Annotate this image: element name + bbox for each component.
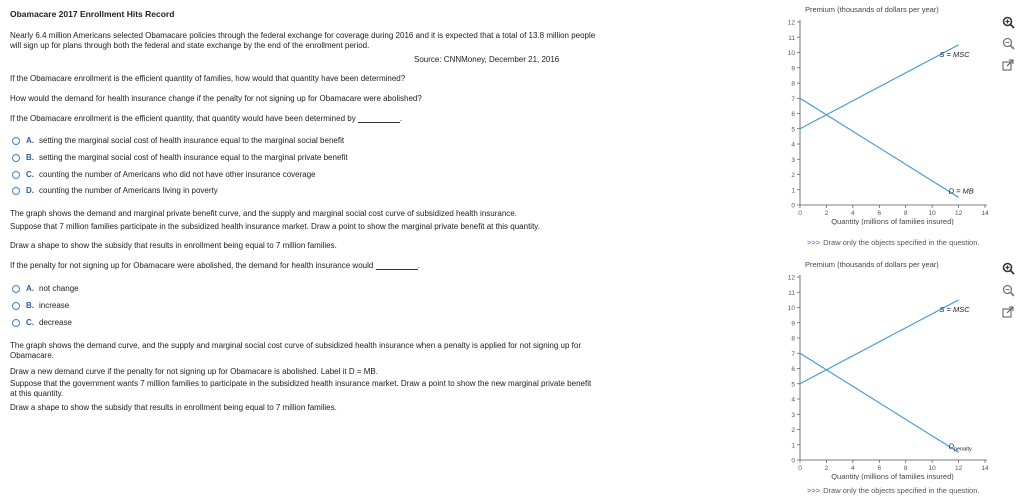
x-tick-label: 6 [877,210,882,217]
demand-curve-label: D = MB [948,186,974,196]
y-tick-label: 0 [791,202,795,210]
option2-c[interactable] [12,318,72,327]
question-3-text: If the Obamacare enrollment is the efficient quantity, that quantity would have been determined by [10,114,356,123]
option1-a[interactable] [12,136,344,145]
graph2-intro: The graph shows the demand curve, and the supply and marginal social cost curve of subsidized health insurance when a penalty is applied for not signing up for Obamacare. [10,341,582,360]
y-tick-label: 9 [791,320,795,328]
question-4-text: If the penalty for not signing up for Obamacare were abolished, the demand for health insurance would [10,261,374,270]
y-tick-label: 1 [791,187,795,195]
radio-button[interactable] [12,154,20,162]
question-2: How would the demand for health insurance change if the penalty for not signing up for Obamacare were abolished? [10,94,422,103]
y-tick-label: 7 [791,95,795,103]
y-tick-label: 8 [791,80,795,88]
question-4-end: . [417,261,420,270]
question-3-end: . [399,114,403,123]
option-letter: C. [26,318,34,327]
question-title: Obamacare 2017 Enrollment Hits Record [10,9,175,19]
graph-intro-1: The graph shows the demand and marginal private benefit curve, and the supply and marginal social cost curve of subsidized health insurance. [10,209,517,218]
answer-blank-1[interactable] [358,114,403,123]
option-letter: D. [26,186,34,195]
draw-new-demand-instruction: Draw a new demand curve if the penalty for not signing up for Obamacare is abolished. Label it D = MB. [10,367,378,376]
zoom-out-icon[interactable] [1001,36,1015,50]
option-letter: A. [26,284,34,293]
option-letter: A. [26,136,34,145]
y-axis-label: Premium (thousands of dollars per year) [805,5,939,14]
option-letter: B. [26,153,34,162]
y-tick-label: 3 [791,411,795,419]
x-tick-label: 12 [954,210,963,217]
option1-c[interactable] [12,170,316,179]
y-tick-label: 6 [791,366,795,373]
option-letter: C. [26,170,34,179]
external-link-icon[interactable] [1001,305,1015,319]
option-text: setting the marginal social cost of health insurance equal to the marginal social benefit [39,136,345,145]
y-tick-label: 0 [791,457,795,465]
question-3 [10,114,402,123]
zoom-out-icon[interactable] [1001,283,1015,297]
notice-arrow: >>> [807,238,821,247]
y-tick-label: 6 [791,111,795,118]
suppose-instruction-2: Suppose that the government wants 7 million families to participate in the subsidized health insurance market. Draw a point to show the new marginal private benefit at this quantity. [10,379,592,398]
x-tick-label: 4 [851,465,855,472]
y-tick-label: 8 [791,335,795,343]
notice-text: Draw only the objects specified in the question. [823,486,980,495]
radio-button[interactable] [12,319,20,327]
question-4 [10,261,420,270]
x-tick-label: 12 [954,465,963,472]
option-text: not change [39,284,79,293]
supply-curve-label: S = MSC [939,304,970,314]
option-text: increase [39,301,70,310]
graph-1-svg[interactable] [770,0,1000,225]
x-tick-label: 0 [798,210,802,217]
radio-button[interactable] [12,137,20,145]
y-tick-label: 2 [791,427,795,434]
graph-2-panel[interactable] [770,255,1000,480]
x-tick-label: 14 [981,465,989,472]
zoom-in-icon[interactable] [1001,15,1015,29]
option-letter: B. [26,301,34,310]
demand-curve [800,353,959,452]
supply-curve-label: S = MSC [939,49,970,59]
option-text: setting the marginal social cost of health insurance equal to the marginal private benefit [39,153,348,162]
external-link-icon[interactable] [1001,58,1015,72]
y-tick-label: 12 [787,274,795,282]
y-tick-label: 3 [791,156,795,164]
x-tick-label: 2 [824,465,829,472]
option-text: counting the number of Americans who did not have other insurance coverage [39,170,316,179]
graph-2-notice [807,486,979,495]
notice-text: Draw only the objects specified in the question. [823,238,980,247]
supply-curve [800,45,959,129]
y-axis-label: Premium (thousands of dollars per year) [805,260,939,269]
zoom-in-icon[interactable] [1001,261,1015,275]
x-tick-label: 14 [981,210,989,217]
question-intro: Nearly 6.4 million Americans selected Obamacare policies through the federal exchange for coverage during 2016 and it is expected that a total of 13.8 million people will sign up for plans through both the federal and state exchange by the end of the enrollment period. [10,31,596,50]
graph-2-svg[interactable] [770,255,1000,480]
y-tick-label: 11 [788,34,795,42]
y-tick-label: 4 [791,396,795,404]
x-tick-label: 4 [851,210,855,217]
notice-arrow: >>> [807,486,821,495]
y-tick-label: 5 [791,126,795,134]
supply-curve [800,300,959,384]
draw-shape-instruction-2: Draw a shape to show the subsidy that results in enrollment being equal to 7 million families. [10,403,337,412]
question-1: If the Obamacare enrollment is the efficient quantity of families, how would that quantity have been determined? [10,74,406,83]
y-tick-label: 1 [791,442,795,450]
radio-button[interactable] [12,302,20,310]
y-tick-label: 10 [787,50,795,57]
graph-intro-2: Suppose that 7 million families participate in the subsidized health insurance market. Draw a point to show the marginal private benefit at this quantity. [10,222,540,231]
question-panel [10,0,610,504]
y-tick-label: 7 [791,350,795,358]
y-tick-label: 2 [791,172,795,179]
x-tick-label: 6 [877,465,882,472]
option-text: counting the number of Americans living in poverty [39,186,218,195]
question-source: Source: CNNMoney, December 21, 2016 [414,55,560,64]
x-tick-label: 10 [928,210,936,217]
radio-button[interactable] [12,285,20,293]
x-tick-label: 8 [903,210,908,217]
radio-button[interactable] [12,171,20,179]
demand-curve [800,98,959,197]
option1-d[interactable] [12,186,218,195]
demand-curve-label: $D_{penalty}$ [948,441,972,453]
x-tick-label: 10 [928,465,936,472]
y-tick-label: 5 [791,381,795,389]
draw-shape-instruction-1: Draw a shape to show the subsidy that results in enrollment being equal to 7 million families. [10,241,337,250]
x-axis-label: Quantity (millions of families insured) [831,217,954,225]
x-tick-label: 2 [824,210,829,217]
option-text: decrease [39,318,72,327]
option2-a[interactable] [12,284,79,293]
y-tick-label: 10 [787,305,795,312]
x-tick-label: 8 [903,465,908,472]
graph-1-notice [807,238,979,247]
option2-b[interactable] [12,301,69,310]
radio-button[interactable] [12,187,20,195]
y-tick-label: 4 [791,141,795,149]
option1-b[interactable] [12,153,348,162]
y-tick-label: 11 [788,289,795,297]
x-tick-label: 0 [798,465,802,472]
x-axis-label: Quantity (millions of families insured) [831,472,954,480]
graph-1-panel[interactable] [770,0,1000,225]
demand-curve-subscript: penalty [953,446,972,453]
answer-blank-2[interactable] [376,261,418,270]
y-tick-label: 12 [787,19,795,27]
y-tick-label: 9 [791,65,795,73]
